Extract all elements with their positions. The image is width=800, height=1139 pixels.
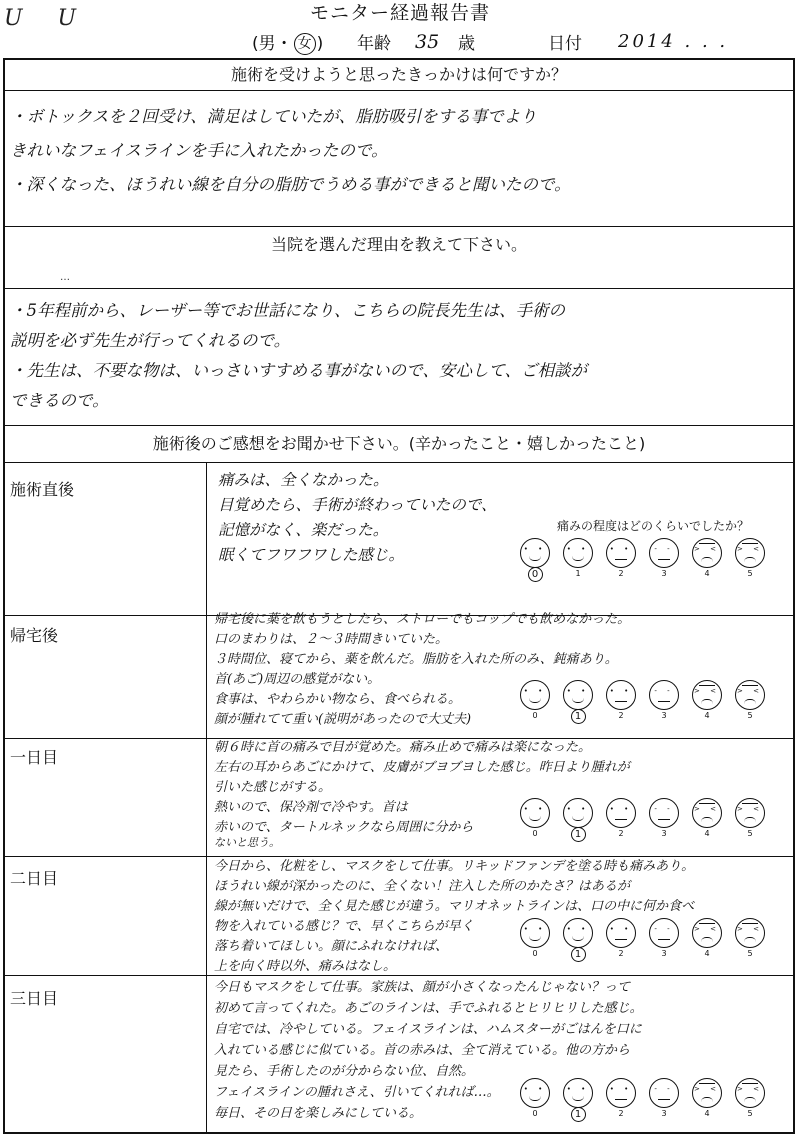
pain-face-5-icon: > < [735, 1078, 765, 1108]
small-handwritten-mark: … [60, 272, 70, 283]
pain-scale-number: 0 [532, 829, 538, 838]
pain-face-3-icon: ‐ ‐ [649, 680, 679, 710]
answer-line: フェイスラインの腫れさえ、引いてくれれば…。 [214, 1085, 500, 1100]
answer-line: 左右の耳からあごにかけて、皮膚がブヨブヨした感じ。昨日より腫れが [214, 760, 630, 775]
answer-line: 首(あご)周辺の感覚がない。 [214, 672, 381, 687]
question-2-heading: 当院を選んだ理由を教えて下さい。 [270, 235, 527, 254]
pain-face-5-icon: > < [735, 680, 765, 710]
pain-scale-number: 3 [661, 711, 667, 720]
answer-line: 顔が腫れてて重い(説明があったので大丈夫) [214, 712, 472, 727]
gender-open: (男 [252, 34, 276, 54]
pain-face-0-icon: • • [520, 1078, 550, 1108]
divider-q2 [3, 288, 795, 289]
pain-face-1-icon: • • [563, 918, 593, 948]
gender-dot: ・ [275, 34, 293, 54]
divider-q3 [3, 462, 795, 463]
answer-line: 目覚めたら、手術が終わっていたので、 [218, 496, 497, 514]
pain-scale-number [563, 1107, 593, 1122]
pain-face-5-icon: > < [735, 538, 765, 568]
answer-line: 上を向く時以外、痛みはなし。 [214, 959, 397, 974]
pain-scale-number: 0 [532, 949, 538, 958]
gender-close: ) [316, 34, 324, 54]
age-unit: 歳 [458, 34, 475, 54]
answer-line: 食事は、やわらかい物なら、食べられる。 [214, 692, 462, 707]
divider-q2-end [3, 425, 795, 426]
pain-face-5-icon: > < [735, 918, 765, 948]
row-label-day-2: 二日目 [10, 869, 59, 888]
answer-line: ・ボトックスを２回受け、満足はしていたが、脂肪吸引をする事でより [10, 107, 537, 126]
pain-scale-number: 1 [575, 569, 581, 578]
pain-scale-number [563, 709, 593, 724]
pain-face-2-icon: • • [606, 1078, 636, 1108]
pain-scale-number: 3 [661, 829, 667, 838]
pain-face-3-icon: ‐ ‐ [649, 918, 679, 948]
pain-face-1-icon: • • [563, 680, 593, 710]
pain-face-2-icon: • • [606, 538, 636, 568]
pain-face-4-icon: > < [692, 798, 722, 828]
answer-line: 今日もマスクをして仕事。家族は、顔が小さくなったんじゃない？って [214, 980, 631, 995]
pain-scale-number: 2 [618, 569, 624, 578]
pain-face-4-icon: > < [692, 918, 722, 948]
pain-scale-number: 0 [532, 1109, 538, 1118]
row-label-day-3: 三日目 [10, 989, 59, 1008]
answer-line: 入れている感じに似ている。首の赤みは、全て消えている。他の方から [214, 1043, 631, 1058]
pain-face-0-icon: • • [520, 918, 550, 948]
pain-selected-mark: 1 [571, 947, 586, 962]
answer-line: 痛みは、全くなかった。 [218, 471, 389, 489]
answer-line: 毎日、その日を楽しみにしている。 [214, 1106, 423, 1121]
pain-scale-day-3 [520, 1078, 768, 1128]
pain-scale-number [563, 827, 593, 842]
pain-face-4-icon: > < [692, 538, 722, 568]
pain-face-3-icon: ‐ ‐ [649, 1078, 679, 1108]
pain-face-2-icon: • • [606, 680, 636, 710]
divider-q1-end [3, 226, 795, 227]
pain-scale-number: 4 [704, 949, 710, 958]
pain-face-3-icon: ‐ ‐ [649, 798, 679, 828]
pain-face-1-icon: • • [563, 1078, 593, 1108]
row-label-immediately-after: 施術直後 [10, 480, 75, 499]
date-value: 2014 . . . [618, 31, 729, 52]
answer-line: 自宅では、冷やしている。フェイスラインは、ハムスターがごはんを口に [214, 1022, 642, 1037]
answer-line: 初めて言ってくれた。あごのラインは、手でふれるとヒリヒリした感じ。 [214, 1001, 643, 1016]
form-title: モニター経過報告書 [309, 2, 490, 24]
answer-line: ・先生は、不要な物は、いっさいすすめる事がないので、安心して、ご相談が [10, 361, 588, 380]
answer-line: ３時間位、寝てから、薬を飲んだ。脂肪を入れた所のみ、鈍痛あり。 [214, 652, 618, 667]
answer-line: 説明を必ず先生が行ってくれるので。 [10, 331, 291, 350]
answer-line: ほうれい線が深かったのに、全くない！注入した所のかたさ？はあるが [214, 879, 631, 894]
answer-line: 帰宅後に薬を飲もうとしたら、ストローでもコップでも飲めなかった。 [214, 612, 631, 627]
pain-scale-number: 5 [747, 949, 753, 958]
question-1-heading: 施術を受けようと思ったきっかけは何ですか？ [230, 65, 567, 84]
label-column-divider [206, 462, 207, 1134]
answer-line: 口のまわりは、２〜３時間きいていた。 [214, 632, 449, 647]
pain-face-3-icon: ‐ ‐ [649, 538, 679, 568]
pain-scale-number: 4 [704, 711, 710, 720]
pain-scale-number: 5 [747, 711, 753, 720]
pain-scale-number: 2 [618, 829, 624, 838]
answer-line: 朝６時に首の痛みで目が覚めた。痛み止めで痛みは楽になった。 [214, 740, 592, 755]
pain-selected-mark: 1 [571, 1107, 586, 1122]
pain-scale-number: 2 [618, 1109, 624, 1118]
pain-selected-mark: 1 [571, 709, 586, 724]
pain-scale-day-2 [520, 918, 768, 968]
answer-line: 物を入れている感じ？で、早くこちらが早く [214, 919, 474, 934]
gender-selected-female: 女 [294, 33, 316, 55]
pain-scale-number: 5 [747, 569, 753, 578]
corner-handwritten-mark: U U [4, 6, 91, 31]
pain-scale-number: 2 [618, 711, 624, 720]
pain-scale-day-1 [520, 798, 768, 848]
pain-scale-after-returning-home [520, 680, 768, 730]
pain-face-4-icon: > < [692, 680, 722, 710]
answer-line: 落ち着いてほしい。顔にふれなければ、 [214, 939, 449, 954]
pain-scale-number [520, 567, 550, 582]
pain-scale-number: 4 [704, 829, 710, 838]
question-1-answer [10, 100, 571, 202]
answer-line: 記憶がなく、楽だった。 [218, 521, 389, 539]
answer-line: 引いた感じがする。 [214, 780, 332, 795]
pain-scale-number: 2 [618, 949, 624, 958]
pain-face-1-icon: • • [563, 798, 593, 828]
pain-scale-number: 5 [747, 829, 753, 838]
answer-line: ・5年程前から、レーザー等でお世話になり、こちらの院長先生は、手術の [10, 301, 565, 320]
pain-face-0-icon: • • [520, 798, 550, 828]
pain-scale-number: 0 [532, 711, 538, 720]
pain-face-2-icon: • • [606, 798, 636, 828]
answer-line: 熱いので、保冷剤で冷やす。首は [214, 800, 408, 815]
answer-line: 今日から、化粧をし、マスクをして仕事。リキッドファンデを塗る時も痛みあり。 [214, 859, 695, 874]
answer-line: 眠くてフワフワした感じ。 [218, 546, 405, 564]
date-label: 日付 [548, 34, 582, 54]
pain-level-question: 痛みの程度はどのくらいでしたか？ [557, 519, 750, 533]
pain-scale-number: 3 [661, 1109, 667, 1118]
age-value: 35 [415, 31, 440, 53]
row-label-day-1: 一日目 [10, 748, 59, 767]
row-label-after-returning-home: 帰宅後 [10, 626, 59, 645]
pain-scale-number: 3 [661, 569, 667, 578]
pain-face-0-icon: • • [520, 680, 550, 710]
answer-line: 見たら、手術したのが分からない位、自然。 [214, 1064, 475, 1079]
answer-line: ないと思う。 [214, 836, 280, 849]
row-answer-immediately-after [218, 468, 497, 568]
gender-field [252, 33, 323, 55]
pain-scale-number: 4 [704, 569, 710, 578]
pain-selected-mark: 1 [571, 827, 586, 842]
question-3-heading: 施術後のご感想をお聞かせ下さい。(辛かったこと・嬉しかったこと) [152, 434, 646, 453]
pain-scale-number: 4 [704, 1109, 710, 1118]
pain-face-0-icon: • • [520, 538, 550, 568]
age-label: 年齢 [357, 34, 391, 54]
answer-line: 赤いので、タートルネックなら周囲に分から [214, 820, 474, 835]
question-2-answer [10, 296, 587, 416]
pain-scale-number: 5 [747, 1109, 753, 1118]
answer-line: 線が無いだけで、全く見た感じが違う。マリオネットラインは、口の中に何か食べ [214, 899, 695, 914]
pain-scale-number [563, 947, 593, 962]
divider-q1 [3, 90, 795, 91]
pain-face-4-icon: > < [692, 1078, 722, 1108]
answer-line: できるので。 [10, 391, 109, 410]
answer-line: きれいなフェイスラインを手に入れたかったので。 [10, 141, 388, 160]
pain-selected-mark: 0 [528, 567, 543, 582]
answer-line: ・深くなった、ほうれい線を自分の脂肪でうめる事ができると聞いたので。 [10, 175, 571, 194]
pain-face-2-icon: • • [606, 918, 636, 948]
pain-face-5-icon: > < [735, 798, 765, 828]
pain-scale-immediately-after [520, 538, 768, 588]
pain-scale-number: 3 [661, 949, 667, 958]
pain-face-1-icon: • • [563, 538, 593, 568]
